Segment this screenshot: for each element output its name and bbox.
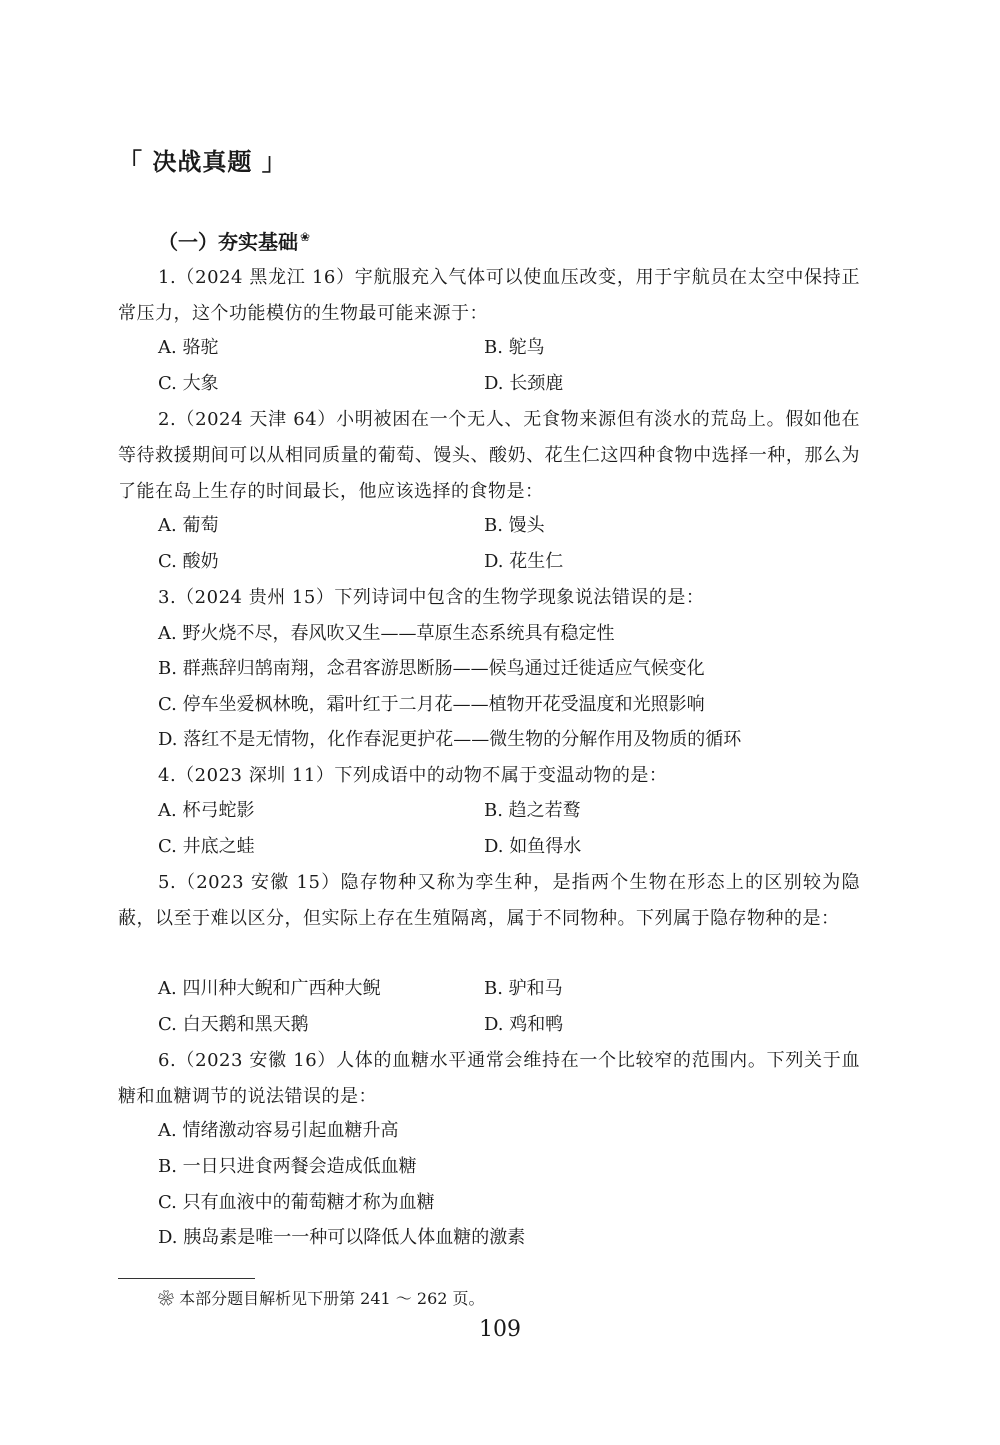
question-stem: 4.（2023 深圳 11）下列成语中的动物不属于变温动物的是：: [158, 765, 668, 786]
question-stem: 2.（2024 天津 64）小明被困在一个无人、无食物来源但有淡水的荒岛上。假如他在等待救援期间可以从相同质量的葡萄、馒头、酸奶、花生仁这四种食物中选择一种，那么为了能在岛上生存的时间最长，他应该选择的食物是：: [118, 409, 860, 502]
option-c: C. 大象: [158, 373, 219, 394]
question-2: [118, 402, 860, 510]
option-c: C. 酸奶: [158, 551, 219, 572]
question-5: [118, 865, 860, 937]
question-stem: 6.（2023 安徽 16）人体的血糖水平通常会维持在一个比较窄的范围内。下列关于血糖和血糖调节的说法错误的是：: [118, 1050, 860, 1107]
option-d: D. 如鱼得水: [484, 836, 582, 857]
option-b: B. 群燕辞归鹄南翔，念君客游思断肠——候鸟通过迁徙适应气候变化: [158, 658, 705, 679]
option-a: A. 四川种大鲵和广西种大鲵: [158, 978, 381, 999]
option-a: A. 杯弓蛇影: [158, 800, 255, 821]
option-c: C. 只有血液中的葡萄糖才称为血糖: [158, 1192, 435, 1213]
footnote-divider: [118, 1278, 255, 1279]
section-header: 「 决战真题 」: [118, 148, 287, 176]
question-4: [118, 758, 860, 794]
question-6: [118, 1043, 860, 1115]
option-d: D. 胰岛素是唯一一种可以降低人体血糖的激素: [158, 1227, 526, 1248]
option-c: C. 井底之蛙: [158, 836, 255, 857]
option-a: A. 野火烧不尽，春风吹又生——草原生态系统具有稳定性: [158, 623, 615, 644]
question-1: [118, 260, 860, 332]
subsection-title-text: （一）夯实基础: [158, 230, 298, 254]
footnote: ❀ 本部分题目解析见下册第 241 ～ 262 页。: [158, 1289, 485, 1308]
footnote-mark-icon: ❀: [300, 230, 311, 245]
option-b: B. 馒头: [484, 515, 545, 536]
page-number: 109: [479, 1317, 521, 1342]
option-c: C. 白天鹅和黑天鹅: [158, 1014, 309, 1035]
option-a: A. 情绪激动容易引起血糖升高: [158, 1120, 399, 1141]
question-3: [118, 580, 860, 616]
option-c: C. 停车坐爱枫林晚，霜叶红于二月花——植物开花受温度和光照影响: [158, 694, 705, 715]
option-a: A. 骆驼: [158, 337, 219, 358]
option-b: B. 趋之若鹜: [484, 800, 581, 821]
option-d: D. 落红不是无情物，化作春泥更护花——微生物的分解作用及物质的循环: [158, 729, 742, 750]
subsection-title: [158, 226, 310, 255]
option-d: D. 鸡和鸭: [484, 1014, 564, 1035]
option-b: B. 驴和马: [484, 978, 563, 999]
option-d: D. 花生仁: [484, 551, 564, 572]
question-stem: 3.（2024 贵州 15）下列诗词中包含的生物学现象说法错误的是：: [158, 587, 705, 608]
question-stem: 5.（2023 安徽 15）隐存物种又称为孪生种，是指两个生物在形态上的区别较为隐蔽，以至于难以区分，但实际上存在生殖隔离，属于不同物种。下列属于隐存物种的是：: [118, 872, 860, 929]
option-b: B. 鸵鸟: [484, 337, 545, 358]
option-a: A. 葡萄: [158, 515, 219, 536]
option-b: B. 一日只进食两餐会造成低血糖: [158, 1156, 417, 1177]
option-d: D. 长颈鹿: [484, 373, 564, 394]
question-stem: 1.（2024 黑龙江 16）宇航服充入气体可以使血压改变，用于宇航员在太空中保持正常压力，这个功能模仿的生物最可能来源于：: [118, 267, 860, 324]
